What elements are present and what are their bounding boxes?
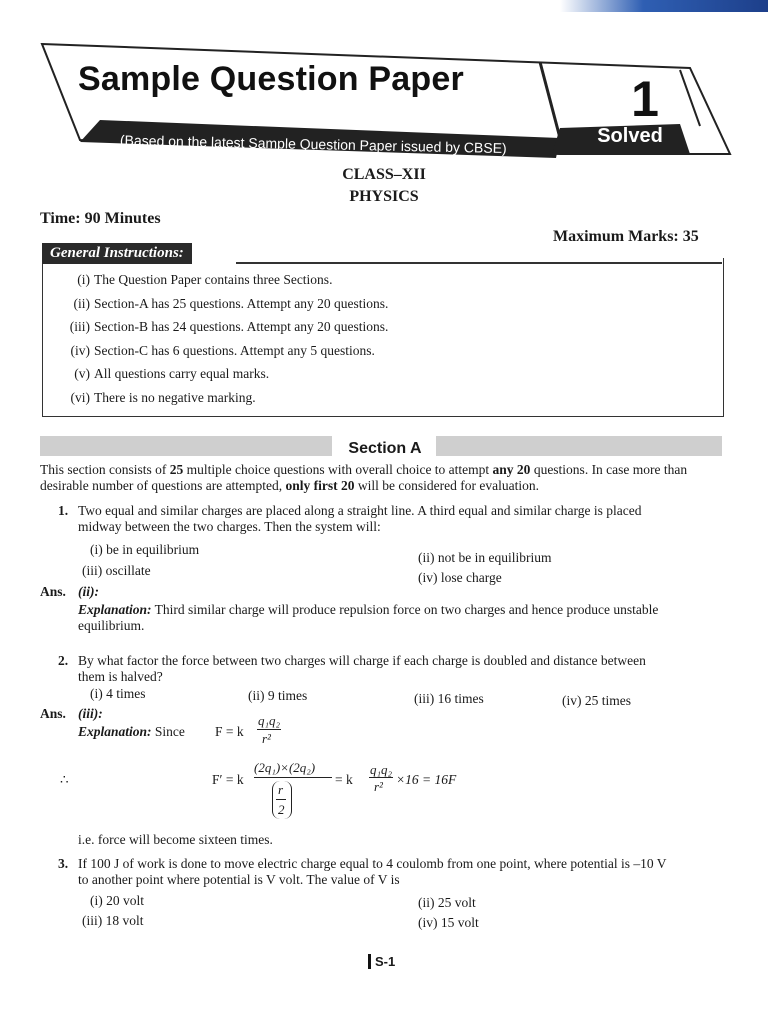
option: (iii) 18 volt [82, 913, 144, 928]
answer-value: (ii): [78, 584, 99, 599]
top-color-strip [560, 0, 768, 12]
paper-title: Sample Question Paper [78, 60, 464, 98]
option: (iv) 25 times [562, 693, 631, 708]
question-number: 3. [58, 856, 69, 871]
question-text: them is halved? [78, 669, 163, 684]
explanation-cont: equilibrium. [78, 618, 145, 633]
paper-number: 1 [631, 71, 659, 127]
option: (iv) lose charge [418, 570, 502, 585]
option: (i) be in equilibrium [90, 542, 200, 557]
formula-result: ×16 = 16F [396, 772, 457, 787]
question-number: 1. [58, 503, 69, 518]
formula-numerator: q₁q₂ [370, 762, 393, 777]
formula-equals: = k [335, 772, 353, 787]
question-text: By what factor the force between two charges will charge if each charge is doubled and distance between [78, 653, 646, 668]
question-text: midway between the two charges. Then the system will: [78, 519, 381, 534]
therefore-symbol: ∴ [60, 772, 69, 787]
instructions-top-border [236, 262, 722, 264]
option: (i) 20 volt [90, 893, 144, 908]
header-banner [40, 42, 732, 162]
formula-denominator: r [278, 782, 284, 797]
page-number: S-1 [368, 954, 395, 969]
instruction-item: (iv) Section-C has 6 questions. Attempt any 5 questions. [70, 342, 375, 358]
explanation: Explanation: Third similar charge will produce repulsion force on two charges and hence produce unstable [78, 602, 659, 617]
formula-numerator: (2q₁)×(2q₂) [254, 760, 316, 775]
instruction-item: (v) All questions carry equal marks. [74, 366, 270, 381]
instruction-item: (vi) There is no negative marking. [70, 389, 256, 405]
instruction-item: (ii) Section-A has 25 questions. Attempt any 20 questions. [73, 295, 389, 311]
formula-fprime: F′ = k [212, 772, 244, 787]
formula-denominator: 2 [278, 802, 285, 817]
solved-badge: Solved [597, 125, 663, 147]
instruction-item: (iii) Section-B has 24 questions. Attempt any 20 questions. [69, 319, 389, 334]
question-text: If 100 J of work is done to move electric charge equal to 4 coulomb from one point, where potential is –10 V [78, 856, 667, 871]
maximum-marks: Maximum Marks: 35 [553, 228, 699, 245]
option: (ii) not be in equilibrium [418, 550, 552, 565]
formula-numerator: q₁q₂ [258, 713, 281, 728]
question-text: to another point where potential is V volt. The value of V is [78, 872, 400, 887]
instructions-list [58, 268, 388, 409]
class-heading: CLASS–XII [342, 166, 426, 183]
option: (iii) oscillate [82, 563, 151, 578]
formula-denominator: r² [374, 779, 383, 794]
question-number: 2. [58, 653, 69, 668]
answer-value: (iii): [78, 706, 103, 721]
conclusion: i.e. force will become sixteen times. [78, 832, 273, 847]
explanation: Explanation: Since [78, 724, 185, 739]
answer-label: Ans. [40, 706, 66, 721]
instruction-item: (i) The Question Paper contains three Sections. [77, 272, 333, 287]
formula-denominator: r² [262, 731, 271, 746]
option: (ii) 25 volt [418, 895, 476, 910]
paper-subtitle: (Based on the latest Sample Question Paper issued by CBSE) [119, 132, 507, 157]
option: (iii) 16 times [414, 691, 484, 706]
subject-heading: PHYSICS [349, 188, 419, 205]
option: (ii) 9 times [248, 688, 308, 703]
section-intro: This section consists of 25 multiple choice questions with overall choice to attempt any 20 questions. In case more than desirable number of questions are attempted, only first 20 will be considered for evaluation. [40, 462, 688, 493]
formula-f: F = k [215, 724, 244, 739]
option: (i) 4 times [90, 686, 146, 701]
section-title: Section A [348, 440, 422, 457]
time-allowed: Time: 90 Minutes [40, 210, 161, 227]
option: (iv) 15 volt [418, 915, 479, 930]
instructions-heading: General Instructions: [42, 243, 192, 264]
answer-label: Ans. [40, 584, 66, 599]
question-text: Two equal and similar charges are placed along a straight line. A third equal and similar charge is placed [78, 503, 642, 518]
